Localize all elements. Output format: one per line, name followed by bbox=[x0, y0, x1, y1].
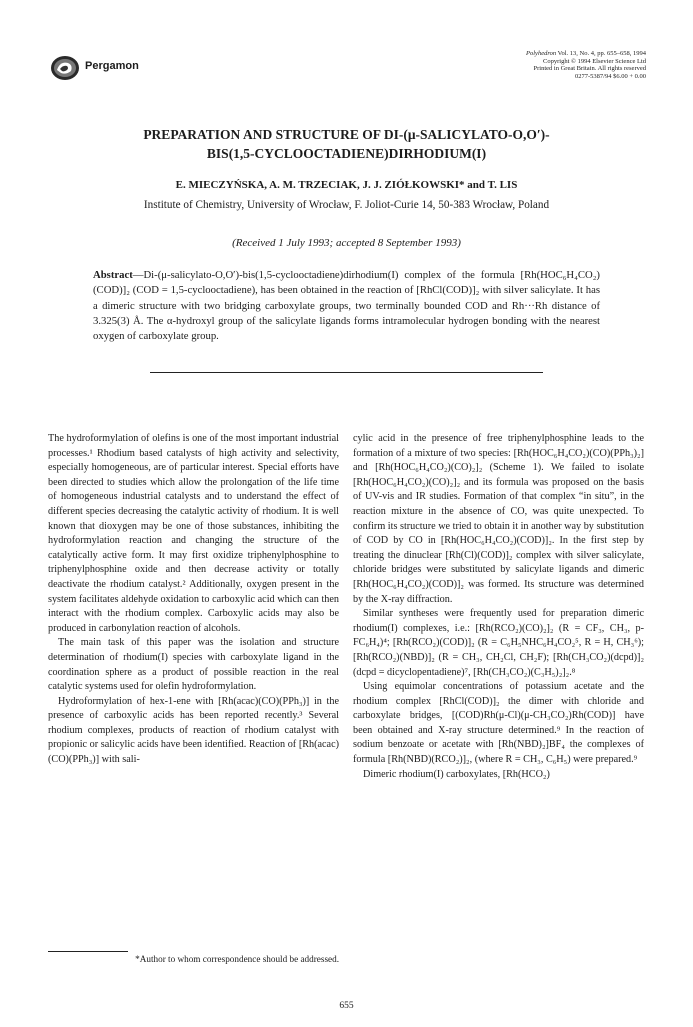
journal-volume: Vol. 13, No. 4, pp. 655–658, 1994 bbox=[556, 50, 646, 57]
title-line-2: BIS(1,5-CYCLOOCTADIENE)DIRHODIUM(I) bbox=[206, 146, 487, 161]
paragraph: The hydroformylation of olefins is one of the most important industrial processes.¹ Rhodium based catalysts of high activity and selectivity, especially homogeneous, are of particular interest. Special efforts have been directed to studies which allow the prolongation of the life time of homogeneous industrial catalysts and to understand the effect of different species decreasing the catalytic activity of rhodium. It is well known that dioxygen may be one of those substances, inhibiting the hydroformylation reaction and changing the structure of the catalytically active form. It may first oxidize triphenylphosphine to triphenylphosphine oxide and then decrease activity or totally deactivate the rhodium catalyst.² Additionally, oxygen present in the system facilitates aldehyde oxidation to carboxylic acid which can then interact with the rhodium complex. Carboxylic acids may also be produced in carbonylation reaction of alcohols. bbox=[48, 433, 339, 634]
publisher-name: Pergamon bbox=[85, 60, 139, 72]
footnote: *Author to whom correspondence should be addressed. bbox=[135, 954, 339, 964]
issn: 0277-5387/94 $6.00 + 0.00 bbox=[574, 72, 646, 80]
abstract bbox=[93, 268, 600, 344]
footnote-divider bbox=[48, 951, 128, 952]
paragraph: cylic acid in the presence of free triphenylphosphine leads to the formation of a mixture of two species: [Rh(HOC₆H₄CO₂)(CO)(PPh₃)₂] and [Rh(HOC₆H₄CO₂)(CO)₂]₂ (Scheme 1). We failed to isolate [Rh(HOC₆H₄CO₂)(CO)₂]₂ and its formula was proposed on the basis of UV-vis and IR studies. Formation of that complex “in situ”, in the reaction mixture in the absence of CO, was quite unexpected. To confirm its structure we tried to obtain it in another way by substitution of COD by CO in [Rh(HOC₆H₄CO₂)(COD)]₂. In the first step by treating the dinuclear [Rh(Cl)(COD)]₂ complex with silver salicylate, chloride bridges were substituted by salicylate ligands and dimeric [Rh(HOC₆H₄CO₂)(COD)]₂ was formed. Its structure was determined by the X-ray diffraction. bbox=[353, 433, 644, 605]
authors: E. MIECZYŃSKA, A. M. TRZECIAK, J. J. ZIÓŁKOWSKI* and T. LIS bbox=[175, 179, 518, 191]
paragraph: Using equimolar concentrations of potassium acetate and the rhodium complex [RhCl(COD)]₂ the dimer with chloride and carboxylate bridges, [(COD)Rh(μ-Cl)(μ-CH₃CO₂)Rh(COD)] have been obtained and X-ray structure determined.⁹ In the reaction of sodium benzoate or acetate with [Rh(NBD)₂]BF₄ the complexes of formula [Rh(NBD)(RCO₂)]₂, (where R = CH₃, C₆H₅) were prepared.⁹ bbox=[353, 681, 644, 766]
paragraph: Hydroformylation of hex-1-ene with [Rh(acac)(CO)(PPh₃)] in the presence of carboxylic acids has been reported recently.³ Several rhodium complexes, products of reaction of rhodium catalyst with propionic or salicylic acids have been identified. Reaction of [Rh(acac)(CO)(PPh₃)] with sali- bbox=[48, 695, 339, 766]
copyright: Copyright © 1994 Elsevier Science Ltd bbox=[543, 57, 646, 65]
article-title bbox=[60, 125, 633, 163]
pergamon-logo-icon bbox=[50, 55, 80, 81]
abstract-text: —Di-(μ-salicylato-O,O′)-bis(1,5-cyclooctadiene)dirhodium(I) complex of the formula [Rh(HOC₆H₄CO₂) (COD)]₂ (COD = 1,5-cyclooctadiene), has been obtained in the reaction of [RhCl(COD)]₂ with silver salicylate. It has a dimeric structure with two bridging carboxylate groups, two terminally bounded COD and Rh···Rh distance of 3.325(3) Å. The α-hydroxyl group of the salicylate ligands forms intramolecular hydrogen bonding with the nearest oxygen of carboxylate group. bbox=[93, 269, 600, 343]
right-column bbox=[353, 432, 644, 782]
left-column bbox=[48, 432, 339, 768]
paragraph: The main task of this paper was the isolation and structure determination of rhodium(I) species with carboxylate ligand in the coordination sphere as a product of possible reaction in the real catalytic systems used for olefin hydroformylation. bbox=[48, 637, 339, 693]
received-dates: (Received 1 July 1993; accepted 8 September 1993) bbox=[232, 237, 461, 249]
abstract-label: Abstract bbox=[93, 269, 133, 281]
section-divider bbox=[150, 372, 543, 373]
journal-info bbox=[526, 50, 646, 80]
journal-name: Polyhedron bbox=[526, 50, 557, 57]
affiliation: Institute of Chemistry, University of Wrocław, F. Joliot-Curie 14, 50-383 Wrocław, Poland bbox=[143, 199, 550, 211]
paragraph: Similar syntheses were frequently used for preparation dimeric rhodium(I) complexes, i.e.: [Rh(RCO₂)(CO)₂]₂ (R = CF₃, CH₃, p-FC₆H₄)⁴; [Rh(RCO₂)(COD)]₂ (R = C₆H₅NHC₆H₄CO₂⁵, R = H, CH₃⁶); [Rh(RCO₂)(NBD)]₂ (R = CH₃, CH₂Cl, CH₂F); [Rh(CH₃CO₂)(dcpd)]₂ (dcpd = dicyclopentadiene)⁷, [Rh(CH₃CO₂)(C₃H₅)₂]₂.⁸ bbox=[353, 608, 644, 678]
paragraph: Dimeric rhodium(I) carboxylates, [Rh(HCO₂) bbox=[363, 768, 550, 780]
page-number: 655 bbox=[339, 1001, 354, 1011]
title-line-1: PREPARATION AND STRUCTURE OF DI-(μ-SALICYLATO-O,O′)- bbox=[143, 127, 550, 142]
printed-notice: Printed in Great Britain. All rights reserved bbox=[533, 65, 646, 73]
